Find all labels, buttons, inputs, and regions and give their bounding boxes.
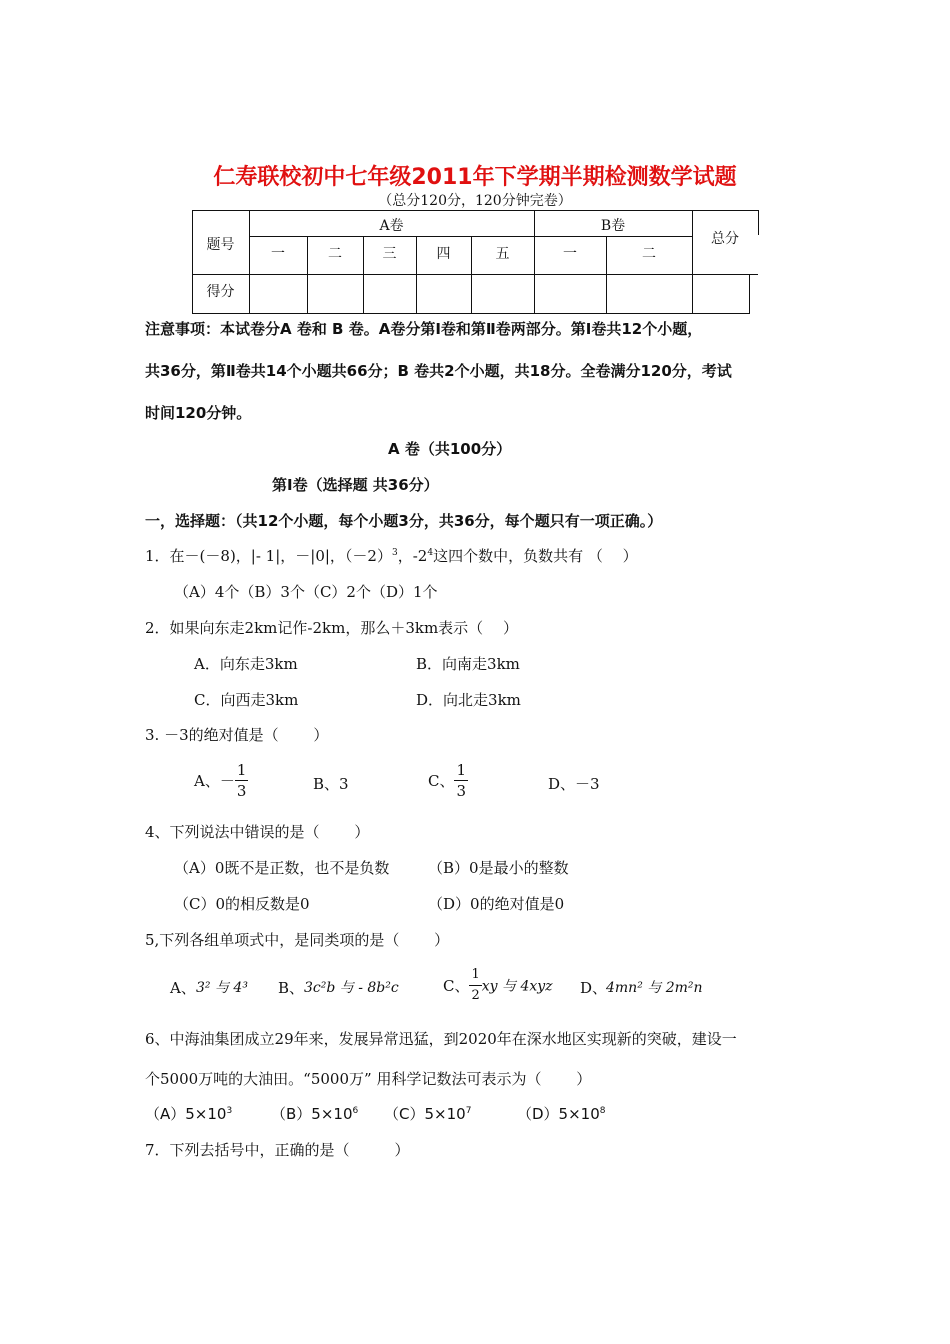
q3-fraction-a: $\frac{1}{3}$ [236, 761, 247, 800]
q3-option-b: B、3 [313, 775, 349, 793]
a-col-1: 一 [271, 246, 285, 262]
q5-option-d-expr: 4mn² 与 2m²n [606, 980, 703, 996]
q3-fraction-c: $\frac{1}{3}$ [456, 761, 467, 800]
row-label-question-no: 题号 [206, 237, 235, 253]
q7-stem: 7．下列去括号中，正确的是（ ） [145, 1141, 410, 1159]
q2-stem: 2．如果向东走2km记作-2km，那么＋3km表示（ ） [145, 619, 518, 637]
q6-option-a: $(A)5\times 10^3$ [145, 1105, 233, 1123]
q2-option-a: A．向东走3km [194, 655, 298, 673]
q5-option-a-expr: 3² 与 4³ [196, 980, 248, 996]
b-col-2: 二 [642, 246, 656, 262]
q1-stem: 1．在－(－8)，|- 1|，－|0|，$(-2)^3$，$-2^4$这四个数中，负数共有 （ ） [145, 547, 638, 565]
q2-option-c: C．向西走3km [194, 691, 299, 709]
q4-option-c: （C）0的相反数是0 [174, 895, 310, 913]
exam-title: 仁寿联校初中七年级2011年下学期半期检测数学试题 [213, 165, 737, 190]
row-label-score: 得分 [206, 284, 235, 300]
section-a-heading: A 卷（共100分） [388, 440, 512, 458]
notice-line-2: 共36分，第Ⅱ卷共14个小题共66分；B 卷共2个小题，共18分。全卷满分120分，考试 [145, 362, 732, 380]
q5-option-c: C、 $\frac{1}{2}$ xy 与 4xyz [443, 965, 553, 1006]
q6-option-c: $(C)5\times 10^7$ [384, 1105, 472, 1123]
section-b-header: B卷 [600, 218, 626, 234]
notice-line-1: 注意事项：本试卷分A 卷和 B 卷。A卷分第Ⅰ卷和第Ⅱ卷两部分。第Ⅰ卷共12个小题， [145, 320, 703, 338]
q4-option-d: （D）0的绝对值是0 [428, 895, 565, 913]
a-col-4: 四 [436, 246, 451, 262]
q4-stem: 4、下列说法中错误的是（ ） [145, 823, 370, 841]
total-header: 总分 [711, 231, 739, 247]
q5-fraction-c: $\frac{1}{2}$ [471, 967, 480, 1003]
q1-options: （A）4个（B）3个（C）2个（D）1个 [174, 583, 438, 601]
b-col-1: 一 [563, 246, 577, 262]
exam-subtitle: （总分120分，120分钟完卷） [378, 193, 572, 209]
section-a-header: A卷 [379, 218, 404, 234]
q5-option-d-label: D、 [580, 979, 608, 997]
a-col-3: 三 [382, 246, 397, 262]
q5-option-b-label: B、 [278, 979, 305, 997]
q2-option-b: B．向南走3km [416, 655, 520, 673]
q4-option-a: （A）0既不是正数，也不是负数 [174, 859, 390, 877]
notice-line-3: 时间120分钟。 [145, 404, 252, 422]
q5-option-b-expr: 3c²b 与 - 8b²c [304, 980, 399, 996]
part1-heading: 第Ⅰ卷（选择题 共36分） [272, 476, 439, 494]
q3-option-c: C、 $\frac{1}{3}$ [428, 761, 467, 800]
a-col-5: 五 [495, 246, 510, 262]
q6-line-1: 6、中海油集团成立29年来，发展异常迅猛，到2020年在深水地区实现新的突破，建设一 [145, 1030, 737, 1048]
q6-line-2: 个5000万吨的大油田。“5000万” 用科学记数法可表示为（ ） [145, 1070, 592, 1088]
a-col-2: 二 [328, 246, 342, 262]
q3-option-d: D、－3 [548, 775, 600, 793]
q3-stem: 3. －3的绝对值是（ ） [145, 726, 329, 744]
part-one-title: 一，选择题：（共12个小题，每个小题3分，共36分，每个题只有一项正确。） [145, 512, 663, 530]
q6-option-b: $(B)5\times 10^6$ [271, 1105, 359, 1123]
q3-option-a: A、－ $\frac{1}{3}$ [194, 761, 247, 800]
q2-option-d: D．向北走3km [416, 691, 521, 709]
q5-option-a-label: A、 [170, 979, 196, 997]
q6-option-d: $(D)5\times 10^8$ [517, 1105, 606, 1123]
q4-option-b: （B）0是最小的整数 [428, 859, 569, 877]
q5-stem: 5,下列各组单项式中，是同类项的是（ ） [145, 931, 450, 949]
